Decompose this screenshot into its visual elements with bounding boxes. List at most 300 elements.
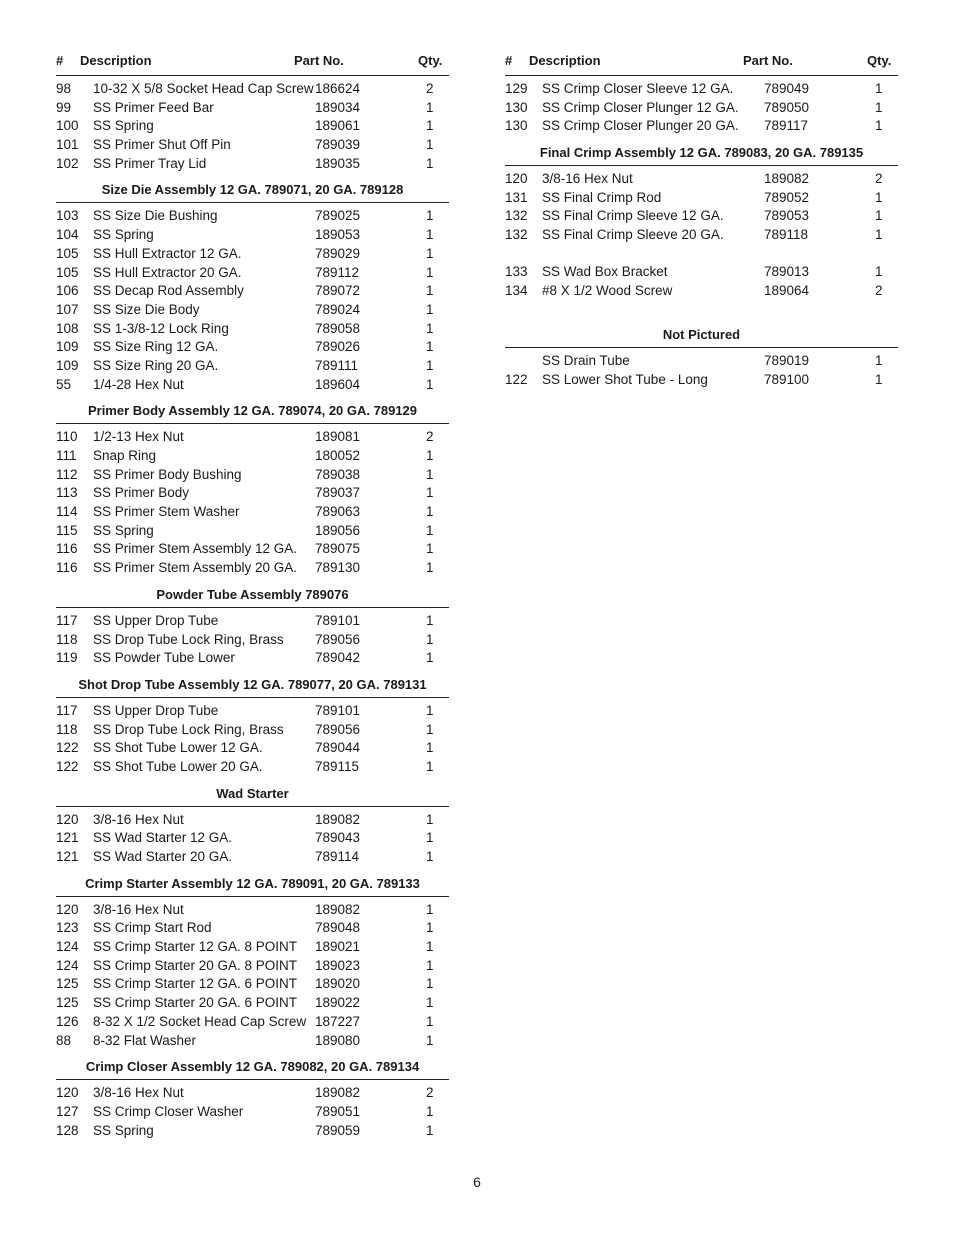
part-number-index: 118 — [56, 631, 78, 647]
part-no: 789052 — [764, 189, 810, 205]
part-no: 789024 — [315, 301, 361, 317]
header-description: Description — [80, 53, 152, 68]
part-description: SS Upper Drop Tube — [93, 702, 219, 718]
part-number-index: 104 — [56, 227, 79, 243]
part-row — [56, 702, 449, 721]
part-number-index: 134 — [505, 282, 528, 298]
part-no: 189082 — [315, 811, 361, 827]
part-number-index: 127 — [56, 1103, 79, 1119]
part-qty: 1 — [426, 650, 434, 666]
part-number-index: 133 — [505, 263, 528, 279]
part-number-index: 114 — [56, 504, 78, 520]
part-description: SS Drop Tube Lock Ring, Brass — [93, 721, 284, 737]
header-qty: Qty. — [867, 53, 892, 68]
section-items — [56, 424, 449, 582]
part-no: 189056 — [315, 522, 361, 538]
part-no: 789026 — [315, 339, 361, 355]
left-parts-column — [56, 50, 449, 1144]
part-qty: 2 — [426, 1085, 434, 1101]
part-description: SS Drop Tube Lock Ring, Brass — [93, 631, 284, 647]
part-no: 789029 — [315, 245, 361, 261]
part-number-index: 129 — [505, 81, 528, 96]
part-row — [56, 466, 449, 485]
part-no: 189061 — [315, 118, 361, 134]
part-number-index: 108 — [56, 320, 79, 336]
part-description: #8 X 1/2 Wood Screw — [542, 282, 673, 298]
part-description: SS Wad Starter 12 GA. — [93, 830, 233, 846]
part-row — [56, 919, 449, 938]
part-row — [56, 631, 449, 650]
part-row — [505, 117, 898, 136]
part-number-index: 117 — [56, 702, 78, 718]
part-qty: 1 — [426, 137, 434, 153]
part-number-index: 111 — [56, 448, 77, 463]
part-row — [56, 301, 449, 320]
part-description: SS Crimp Starter 20 GA. 6 POINT — [93, 995, 298, 1011]
section-list — [505, 140, 898, 394]
part-row — [56, 80, 449, 99]
part-qty: 1 — [426, 283, 434, 299]
part-row — [56, 207, 449, 226]
part-row — [56, 739, 449, 758]
part-qty: 1 — [426, 466, 434, 482]
section-title: Powder Tube Assembly 789076 — [56, 582, 449, 608]
header-number: # — [56, 53, 64, 68]
part-row — [56, 1032, 449, 1051]
part-description: SS Crimp Starter 12 GA. 8 POINT — [93, 939, 298, 955]
part-number-index: 109 — [56, 339, 79, 355]
part-row — [56, 99, 449, 118]
part-description: SS Final Crimp Sleeve 20 GA. — [542, 227, 724, 243]
intro-list — [56, 76, 449, 177]
part-no: 789056 — [315, 631, 361, 647]
header-description: Description — [529, 53, 601, 68]
part-number-index: 118 — [56, 721, 78, 737]
row-spacer — [505, 300, 898, 318]
part-number-index: 121 — [56, 830, 79, 846]
part-qty: 1 — [875, 371, 883, 387]
part-qty: 1 — [426, 208, 434, 224]
part-number-index: 120 — [56, 811, 79, 827]
part-qty: 1 — [426, 357, 434, 373]
section-items — [56, 897, 449, 1055]
part-qty: 1 — [426, 1032, 434, 1048]
column-header — [56, 50, 449, 76]
part-qty: 1 — [426, 721, 434, 737]
part-description: SS Crimp Closer Plunger 20 GA. — [542, 118, 739, 134]
part-no: 789101 — [315, 612, 361, 628]
part-no: 189080 — [315, 1032, 361, 1048]
right-parts-column — [505, 50, 898, 394]
part-qty: 1 — [875, 118, 883, 134]
part-number-index: 122 — [505, 371, 528, 387]
part-description: SS Final Crimp Rod — [542, 189, 662, 205]
column-header — [505, 50, 898, 76]
part-row — [56, 320, 449, 339]
part-row — [56, 559, 449, 578]
part-no: 789058 — [315, 320, 361, 336]
section-title: Shot Drop Tube Assembly 12 GA. 789077, 20 GA. 789131 — [56, 672, 449, 698]
part-number-index: 106 — [56, 283, 79, 299]
part-qty: 1 — [426, 849, 434, 864]
part-qty: 1 — [875, 81, 883, 96]
part-no: 789115 — [315, 758, 360, 774]
part-row — [56, 829, 449, 848]
part-qty: 1 — [875, 208, 883, 224]
part-row — [56, 994, 449, 1013]
part-no: 789048 — [315, 920, 361, 936]
part-qty: 1 — [426, 957, 434, 973]
part-description: SS Wad Box Bracket — [542, 263, 668, 279]
part-number-index: 116 — [56, 560, 78, 576]
intro-list — [505, 76, 898, 140]
part-row — [505, 352, 898, 371]
part-description: SS Wad Starter 20 GA. — [93, 849, 233, 864]
part-no: 189081 — [315, 429, 361, 445]
part-description: SS Primer Shut Off Pin — [93, 137, 231, 153]
part-no: 789013 — [764, 263, 810, 279]
part-row — [56, 1122, 449, 1141]
part-row — [56, 901, 449, 920]
part-number-index: 124 — [56, 957, 79, 973]
part-number-index: 120 — [56, 901, 79, 917]
part-no: 789037 — [315, 485, 361, 501]
part-no: 189035 — [315, 155, 361, 171]
section-title: Crimp Starter Assembly 12 GA. 789091, 20 GA. 789133 — [56, 871, 449, 897]
part-no: 189064 — [764, 282, 810, 298]
part-number-index: 115 — [56, 522, 78, 538]
part-no: 789019 — [764, 353, 810, 369]
section-title: Size Die Assembly 12 GA. 789071, 20 GA. 789128 — [56, 177, 449, 203]
part-row — [56, 721, 449, 740]
part-qty: 1 — [426, 631, 434, 647]
part-description: SS Shot Tube Lower 12 GA. — [93, 740, 263, 756]
part-row — [56, 245, 449, 264]
part-qty: 1 — [426, 541, 434, 557]
part-description: SS Powder Tube Lower — [93, 650, 235, 666]
part-no: 189022 — [315, 995, 361, 1011]
part-description: SS Shot Tube Lower 20 GA. — [93, 758, 263, 774]
section-list — [56, 177, 449, 1144]
part-row — [56, 975, 449, 994]
part-no: 189034 — [315, 99, 361, 115]
part-description: SS Crimp Starter 12 GA. 6 POINT — [93, 976, 298, 992]
part-description: 3/8-16 Hex Nut — [93, 901, 184, 917]
part-no: 789112 — [315, 264, 360, 280]
part-no: 789042 — [315, 650, 361, 666]
part-row — [56, 357, 449, 376]
section-title: Primer Body Assembly 12 GA. 789074, 20 GA. 789129 — [56, 398, 449, 424]
part-no: 789038 — [315, 466, 361, 482]
part-no: 789130 — [315, 560, 361, 576]
part-row — [505, 80, 898, 99]
part-description: 3/8-16 Hex Nut — [542, 171, 633, 187]
part-row — [56, 957, 449, 976]
part-no: 789114 — [315, 849, 360, 864]
part-number-index: 131 — [505, 189, 528, 205]
part-number-index: 105 — [56, 245, 79, 261]
part-no: 789051 — [315, 1103, 361, 1119]
part-row — [56, 540, 449, 559]
part-number-index: 132 — [505, 227, 528, 243]
part-number-index: 130 — [505, 99, 528, 115]
page-number: 6 — [473, 1174, 481, 1190]
part-description: SS Hull Extractor 12 GA. — [93, 245, 242, 261]
row-spacer — [505, 245, 898, 263]
part-number-index: 122 — [56, 758, 79, 774]
part-qty: 1 — [426, 939, 434, 955]
part-qty: 1 — [426, 301, 434, 317]
part-description: SS Drain Tube — [542, 353, 630, 369]
part-number-index: 102 — [56, 155, 79, 171]
part-number-index: 120 — [505, 171, 528, 187]
part-qty: 1 — [426, 830, 434, 846]
part-description: SS Primer Tray Lid — [93, 155, 207, 171]
part-number-index: 125 — [56, 995, 79, 1011]
part-no: 789100 — [764, 371, 810, 387]
part-qty: 1 — [875, 353, 883, 369]
part-qty: 1 — [426, 1122, 434, 1138]
part-number-index: 117 — [56, 612, 78, 628]
part-qty: 1 — [426, 264, 434, 280]
part-no: 186624 — [315, 81, 361, 96]
part-number-index: 107 — [56, 301, 79, 317]
part-row — [56, 484, 449, 503]
part-no: 180052 — [315, 448, 361, 463]
section-title: Not Pictured — [505, 322, 898, 348]
part-row — [56, 503, 449, 522]
part-row — [505, 263, 898, 282]
part-description: 1/2-13 Hex Nut — [93, 429, 184, 445]
part-number-index: 98 — [56, 81, 72, 96]
part-number-index: 113 — [56, 485, 78, 501]
part-description: SS Hull Extractor 20 GA. — [93, 264, 242, 280]
part-number-index: 126 — [56, 1013, 79, 1029]
part-number-index: 125 — [56, 976, 79, 992]
part-qty: 1 — [426, 1013, 434, 1029]
part-no: 187227 — [315, 1013, 361, 1029]
part-number-index: 100 — [56, 118, 79, 134]
part-row — [56, 117, 449, 136]
part-qty: 1 — [426, 702, 434, 718]
part-description: 8-32 Flat Washer — [93, 1032, 197, 1048]
section-items — [56, 698, 449, 781]
header-part-no: Part No. — [294, 53, 344, 68]
part-no: 189604 — [315, 376, 361, 392]
part-qty: 2 — [426, 81, 434, 96]
part-description: 3/8-16 Hex Nut — [93, 811, 184, 827]
part-qty: 1 — [426, 560, 434, 576]
part-description: SS Primer Body Bushing — [93, 466, 242, 482]
part-qty: 2 — [875, 171, 883, 187]
part-qty: 1 — [426, 758, 434, 774]
part-description: SS Spring — [93, 227, 154, 243]
part-number-index: 103 — [56, 208, 79, 224]
part-qty: 1 — [426, 376, 434, 392]
part-qty: 2 — [875, 282, 883, 298]
header-part-no: Part No. — [743, 53, 793, 68]
part-row — [56, 226, 449, 245]
part-row — [56, 136, 449, 155]
part-no: 189082 — [315, 1085, 361, 1101]
part-description: SS Primer Feed Bar — [93, 99, 214, 115]
part-no: 189053 — [315, 227, 361, 243]
part-row — [56, 758, 449, 777]
part-row — [56, 649, 449, 668]
part-number-index: 109 — [56, 357, 79, 373]
part-number-index: 121 — [56, 849, 79, 864]
part-no: 189082 — [315, 901, 361, 917]
part-description: SS Final Crimp Sleeve 12 GA. — [542, 208, 724, 224]
part-qty: 1 — [426, 612, 434, 628]
part-description: 8-32 X 1/2 Socket Head Cap Screw — [93, 1013, 307, 1029]
part-description: 1/4-28 Hex Nut — [93, 376, 184, 392]
part-no: 789039 — [315, 137, 361, 153]
part-qty: 1 — [426, 920, 434, 936]
part-qty: 1 — [426, 485, 434, 501]
part-row — [56, 282, 449, 301]
part-description: SS Primer Stem Assembly 12 GA. — [93, 541, 298, 557]
part-row — [56, 155, 449, 174]
part-no: 789118 — [764, 227, 809, 243]
part-number-index: 88 — [56, 1032, 72, 1048]
part-no: 789111 — [315, 357, 359, 373]
part-qty: 1 — [875, 227, 883, 243]
part-no: 789072 — [315, 283, 361, 299]
part-description: SS Size Ring 12 GA. — [93, 339, 219, 355]
part-row — [56, 447, 449, 466]
section-title: Final Crimp Assembly 12 GA. 789083, 20 GA. 789135 — [505, 140, 898, 166]
part-no: 189021 — [315, 939, 361, 955]
header-qty: Qty. — [418, 53, 443, 68]
part-qty: 1 — [426, 227, 434, 243]
part-number-index: 105 — [56, 264, 79, 280]
part-description: SS Upper Drop Tube — [93, 612, 219, 628]
part-description: SS Crimp Closer Sleeve 12 GA. — [542, 81, 734, 96]
part-description: SS Size Die Body — [93, 301, 200, 317]
section-items — [56, 807, 449, 871]
part-row — [56, 811, 449, 830]
part-description: SS Spring — [93, 118, 154, 134]
part-no: 189082 — [764, 171, 810, 187]
part-qty: 1 — [426, 901, 434, 917]
header-number: # — [505, 53, 513, 68]
part-number-index: 128 — [56, 1122, 79, 1138]
part-qty: 2 — [426, 429, 434, 445]
part-no: 789075 — [315, 541, 361, 557]
part-row — [56, 938, 449, 957]
part-no: 789049 — [764, 81, 810, 96]
part-qty: 1 — [426, 118, 434, 134]
part-row — [56, 1103, 449, 1122]
part-no: 189023 — [315, 957, 361, 973]
part-no: 789059 — [315, 1122, 361, 1138]
part-no: 789101 — [315, 702, 361, 718]
part-no: 789053 — [764, 208, 810, 224]
part-description: SS Crimp Start Rod — [93, 920, 212, 936]
part-row — [505, 371, 898, 390]
part-number-index: 101 — [56, 137, 79, 153]
section-title: Crimp Closer Assembly 12 GA. 789082, 20 GA. 789134 — [56, 1054, 449, 1080]
part-row — [505, 170, 898, 189]
part-description: Snap Ring — [93, 448, 157, 463]
part-number-index: 55 — [56, 376, 72, 392]
part-no: 789025 — [315, 208, 361, 224]
part-description: SS Size Die Bushing — [93, 208, 218, 224]
part-description: SS Decap Rod Assembly — [93, 283, 244, 299]
part-description: SS Spring — [93, 522, 154, 538]
part-row — [56, 1084, 449, 1103]
part-row — [56, 522, 449, 541]
part-row — [56, 428, 449, 447]
part-number-index: 132 — [505, 208, 528, 224]
part-qty: 1 — [426, 811, 434, 827]
part-qty: 1 — [875, 189, 883, 205]
part-row — [505, 189, 898, 208]
part-number-index: 99 — [56, 99, 72, 115]
part-description: SS Lower Shot Tube - Long — [542, 371, 708, 387]
part-no: 189020 — [315, 976, 361, 992]
part-no: 789043 — [315, 830, 361, 846]
part-number-index: 119 — [56, 650, 78, 666]
part-row — [505, 282, 898, 301]
part-qty: 1 — [426, 245, 434, 261]
part-qty: 1 — [426, 320, 434, 336]
part-number-index: 120 — [56, 1085, 79, 1101]
part-qty: 1 — [426, 740, 434, 756]
part-qty: 1 — [426, 155, 434, 171]
part-description: SS Spring — [93, 1122, 154, 1138]
part-row — [56, 848, 449, 867]
part-description: SS Crimp Closer Plunger 12 GA. — [542, 99, 739, 115]
part-number-index: 124 — [56, 939, 79, 955]
part-row — [56, 376, 449, 395]
part-number-index: 110 — [56, 429, 78, 445]
section-title: Wad Starter — [56, 781, 449, 807]
part-row — [56, 338, 449, 357]
part-number-index: 116 — [56, 541, 78, 557]
part-description: SS Crimp Starter 20 GA. 8 POINT — [93, 957, 298, 973]
section-items — [505, 166, 898, 322]
part-row — [505, 99, 898, 118]
part-no: 789063 — [315, 504, 361, 520]
part-description: SS Primer Body — [93, 485, 190, 501]
part-row — [505, 207, 898, 226]
part-description: 10-32 X 5/8 Socket Head Cap Screw — [93, 81, 314, 96]
part-row — [505, 226, 898, 245]
part-no: 789117 — [764, 118, 809, 134]
part-description: SS Primer Stem Washer — [93, 504, 240, 520]
part-qty: 1 — [875, 263, 883, 279]
part-qty: 1 — [426, 448, 434, 463]
part-qty: 1 — [426, 995, 434, 1011]
part-qty: 1 — [426, 522, 434, 538]
part-qty: 1 — [426, 976, 434, 992]
part-description: SS Crimp Closer Washer — [93, 1103, 244, 1119]
part-qty: 1 — [426, 1103, 434, 1119]
part-qty: 1 — [875, 99, 883, 115]
part-qty: 1 — [426, 99, 434, 115]
part-number-index: 112 — [56, 466, 78, 482]
section-items — [505, 348, 898, 393]
part-number-index: 123 — [56, 920, 79, 936]
part-no: 789044 — [315, 740, 361, 756]
part-number-index: 122 — [56, 740, 79, 756]
section-items — [56, 1080, 449, 1144]
part-row — [56, 264, 449, 283]
part-description: SS 1-3/8-12 Lock Ring — [93, 320, 229, 336]
part-qty: 1 — [426, 504, 434, 520]
